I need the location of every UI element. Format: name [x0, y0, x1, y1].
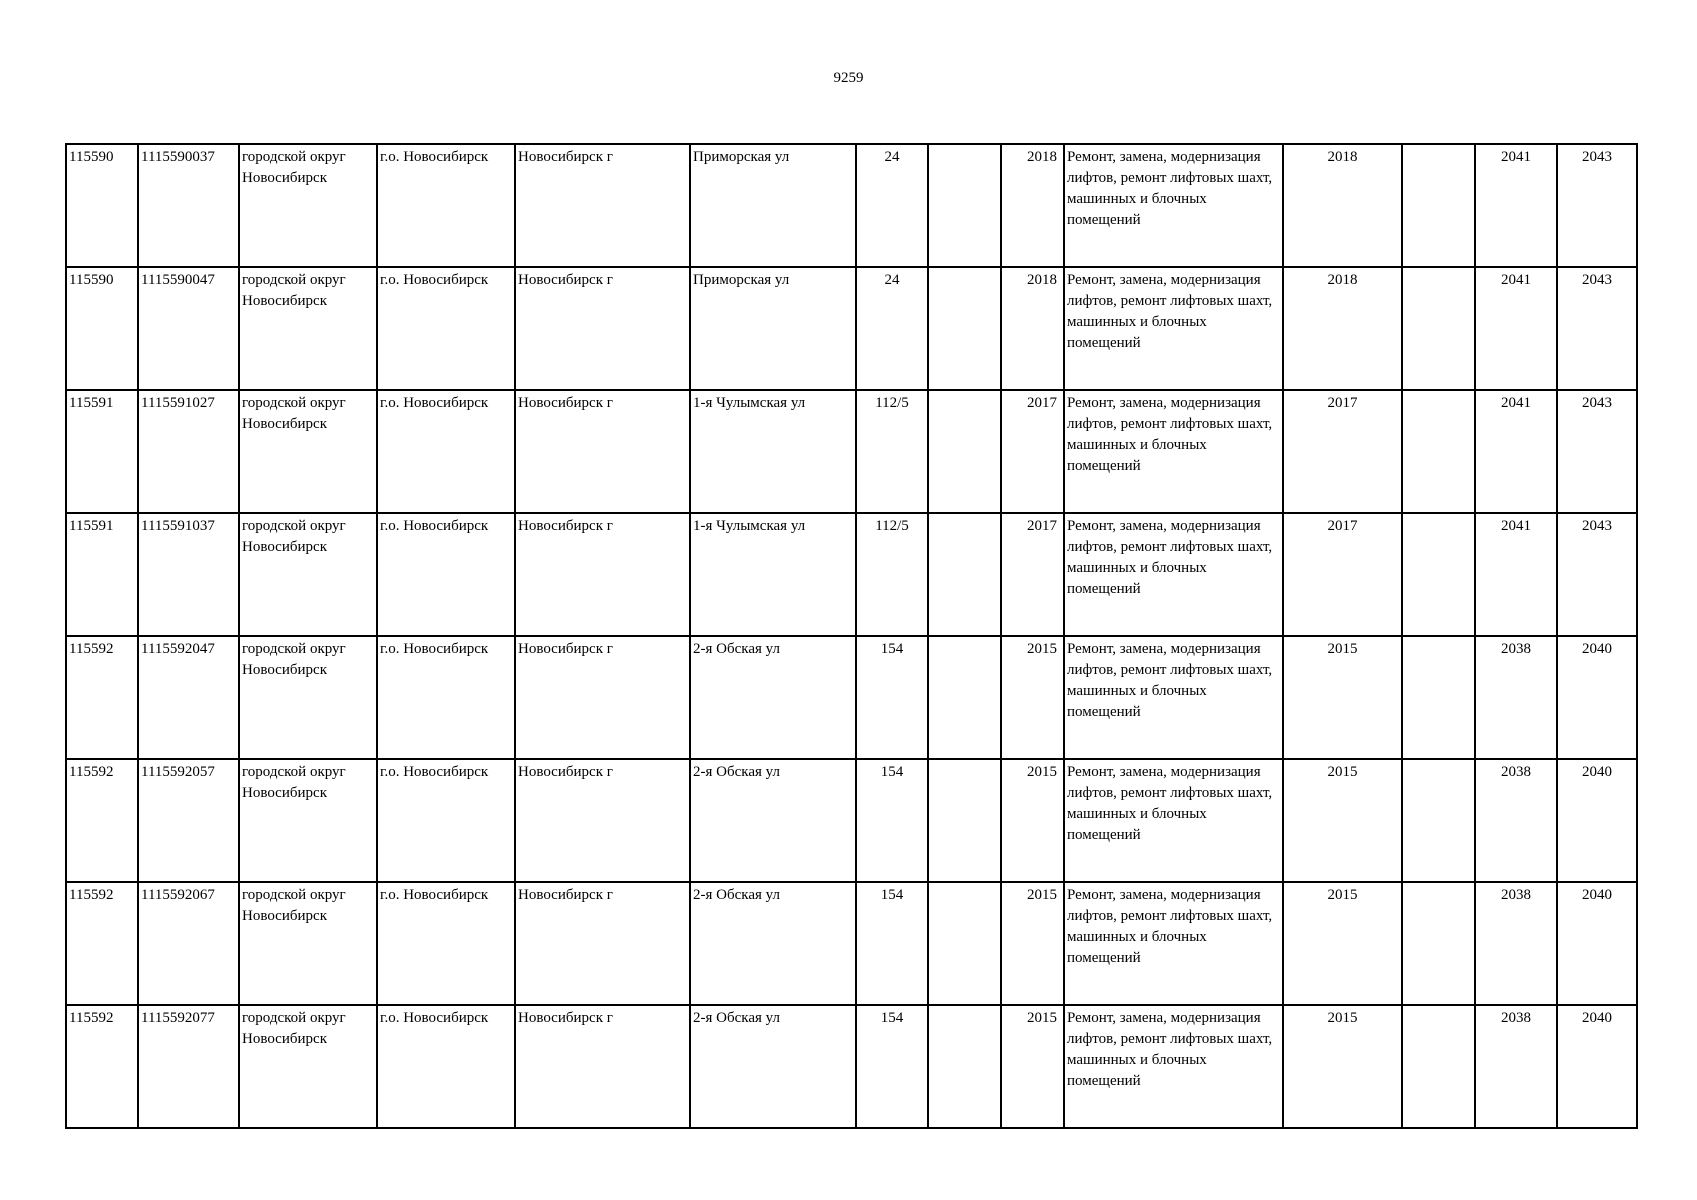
cell-code: 1115591037	[138, 513, 239, 636]
cell-municipality: городской округ Новосибирск	[239, 1005, 377, 1128]
cell-year: 2018	[1001, 144, 1064, 267]
cell-municipality: городской округ Новосибирск	[239, 267, 377, 390]
cell-work-year: 2015	[1283, 636, 1402, 759]
cell-code: 1115592077	[138, 1005, 239, 1128]
cell-year: 2017	[1001, 513, 1064, 636]
cell-period-end: 2040	[1557, 636, 1637, 759]
cell-code: 1115590047	[138, 267, 239, 390]
cell-municipality: городской округ Новосибирск	[239, 144, 377, 267]
cell-settlement: Новосибирск г	[515, 636, 690, 759]
cell-period-start: 2038	[1475, 636, 1557, 759]
cell-year: 2015	[1001, 1005, 1064, 1128]
cell-period-end: 2043	[1557, 267, 1637, 390]
cell-extra	[1402, 513, 1475, 636]
register-table	[65, 143, 1638, 1129]
cell-street: 2-я Обская ул	[690, 636, 856, 759]
cell-municipality: городской округ Новосибирск	[239, 882, 377, 1005]
cell-work-year: 2018	[1283, 267, 1402, 390]
cell-period-end: 2043	[1557, 390, 1637, 513]
cell-house: 24	[856, 267, 928, 390]
cell-municipality: городской округ Новосибирск	[239, 513, 377, 636]
cell-year: 2015	[1001, 882, 1064, 1005]
cell-house: 154	[856, 1005, 928, 1128]
cell-street: 2-я Обская ул	[690, 882, 856, 1005]
cell-id: 115591	[66, 390, 138, 513]
cell-building	[928, 882, 1001, 1005]
cell-building	[928, 144, 1001, 267]
cell-id: 115591	[66, 513, 138, 636]
cell-period-start: 2041	[1475, 513, 1557, 636]
cell-id: 115590	[66, 144, 138, 267]
cell-period-end: 2040	[1557, 882, 1637, 1005]
cell-code: 1115591027	[138, 390, 239, 513]
cell-street: 1-я Чулымская ул	[690, 513, 856, 636]
cell-settlement: Новосибирск г	[515, 759, 690, 882]
cell-building	[928, 390, 1001, 513]
cell-period-start: 2041	[1475, 267, 1557, 390]
cell-period-end: 2043	[1557, 144, 1637, 267]
cell-work-year: 2017	[1283, 513, 1402, 636]
cell-settlement: Новосибирск г	[515, 882, 690, 1005]
table-row	[66, 1005, 1637, 1128]
cell-work-year: 2015	[1283, 1005, 1402, 1128]
cell-house: 154	[856, 636, 928, 759]
cell-house: 154	[856, 882, 928, 1005]
table-row	[66, 513, 1637, 636]
cell-work-year: 2015	[1283, 759, 1402, 882]
cell-work-year: 2017	[1283, 390, 1402, 513]
table-row	[66, 144, 1637, 267]
cell-year: 2015	[1001, 759, 1064, 882]
cell-house: 112/5	[856, 513, 928, 636]
cell-code: 1115592047	[138, 636, 239, 759]
table-body	[66, 144, 1637, 1128]
cell-work-year: 2015	[1283, 882, 1402, 1005]
cell-work: Ремонт, замена, модернизация лифтов, ремонт лифтовых шахт, машинных и блочных помещений	[1064, 144, 1283, 267]
cell-building	[928, 636, 1001, 759]
cell-municipality: городской округ Новосибирск	[239, 636, 377, 759]
cell-work: Ремонт, замена, модернизация лифтов, ремонт лифтовых шахт, машинных и блочных помещений	[1064, 390, 1283, 513]
cell-settlement: Новосибирск г	[515, 267, 690, 390]
cell-id: 115592	[66, 1005, 138, 1128]
cell-extra	[1402, 1005, 1475, 1128]
cell-year: 2018	[1001, 267, 1064, 390]
cell-period-end: 2040	[1557, 1005, 1637, 1128]
cell-id: 115590	[66, 267, 138, 390]
table-row	[66, 636, 1637, 759]
cell-extra	[1402, 759, 1475, 882]
cell-settlement: Новосибирск г	[515, 144, 690, 267]
cell-extra	[1402, 144, 1475, 267]
cell-street: 2-я Обская ул	[690, 1005, 856, 1128]
cell-street: 1-я Чулымская ул	[690, 390, 856, 513]
cell-district: г.о. Новосибирск	[377, 1005, 515, 1128]
table-row	[66, 759, 1637, 882]
cell-code: 1115592067	[138, 882, 239, 1005]
cell-year: 2017	[1001, 390, 1064, 513]
cell-period-end: 2040	[1557, 759, 1637, 882]
cell-id: 115592	[66, 759, 138, 882]
cell-work-year: 2018	[1283, 144, 1402, 267]
cell-building	[928, 267, 1001, 390]
cell-district: г.о. Новосибирск	[377, 513, 515, 636]
cell-extra	[1402, 636, 1475, 759]
cell-period-end: 2043	[1557, 513, 1637, 636]
cell-extra	[1402, 267, 1475, 390]
cell-building	[928, 1005, 1001, 1128]
table-row	[66, 390, 1637, 513]
cell-district: г.о. Новосибирск	[377, 267, 515, 390]
cell-id: 115592	[66, 882, 138, 1005]
cell-building	[928, 759, 1001, 882]
cell-district: г.о. Новосибирск	[377, 759, 515, 882]
cell-settlement: Новосибирск г	[515, 513, 690, 636]
cell-municipality: городской округ Новосибирск	[239, 390, 377, 513]
cell-district: г.о. Новосибирск	[377, 390, 515, 513]
cell-work: Ремонт, замена, модернизация лифтов, ремонт лифтовых шахт, машинных и блочных помещений	[1064, 882, 1283, 1005]
cell-settlement: Новосибирск г	[515, 1005, 690, 1128]
cell-work: Ремонт, замена, модернизация лифтов, ремонт лифтовых шахт, машинных и блочных помещений	[1064, 267, 1283, 390]
cell-code: 1115590037	[138, 144, 239, 267]
cell-work: Ремонт, замена, модернизация лифтов, ремонт лифтовых шахт, машинных и блочных помещений	[1064, 1005, 1283, 1128]
cell-work: Ремонт, замена, модернизация лифтов, ремонт лифтовых шахт, машинных и блочных помещений	[1064, 513, 1283, 636]
cell-year: 2015	[1001, 636, 1064, 759]
table-row	[66, 267, 1637, 390]
cell-work: Ремонт, замена, модернизация лифтов, ремонт лифтовых шахт, машинных и блочных помещений	[1064, 759, 1283, 882]
cell-district: г.о. Новосибирск	[377, 882, 515, 1005]
cell-extra	[1402, 882, 1475, 1005]
cell-street: Приморская ул	[690, 267, 856, 390]
table-row	[66, 882, 1637, 1005]
cell-house: 24	[856, 144, 928, 267]
cell-district: г.о. Новосибирск	[377, 636, 515, 759]
cell-building	[928, 513, 1001, 636]
cell-code: 1115592057	[138, 759, 239, 882]
cell-id: 115592	[66, 636, 138, 759]
cell-house: 112/5	[856, 390, 928, 513]
cell-street: Приморская ул	[690, 144, 856, 267]
cell-period-start: 2038	[1475, 759, 1557, 882]
cell-district: г.о. Новосибирск	[377, 144, 515, 267]
cell-period-start: 2041	[1475, 144, 1557, 267]
cell-settlement: Новосибирск г	[515, 390, 690, 513]
cell-street: 2-я Обская ул	[690, 759, 856, 882]
cell-house: 154	[856, 759, 928, 882]
cell-work: Ремонт, замена, модернизация лифтов, ремонт лифтовых шахт, машинных и блочных помещений	[1064, 636, 1283, 759]
page-number: 9259	[833, 70, 864, 86]
cell-extra	[1402, 390, 1475, 513]
cell-period-start: 2038	[1475, 882, 1557, 1005]
cell-period-start: 2041	[1475, 390, 1557, 513]
cell-period-start: 2038	[1475, 1005, 1557, 1128]
cell-municipality: городской округ Новосибирск	[239, 759, 377, 882]
